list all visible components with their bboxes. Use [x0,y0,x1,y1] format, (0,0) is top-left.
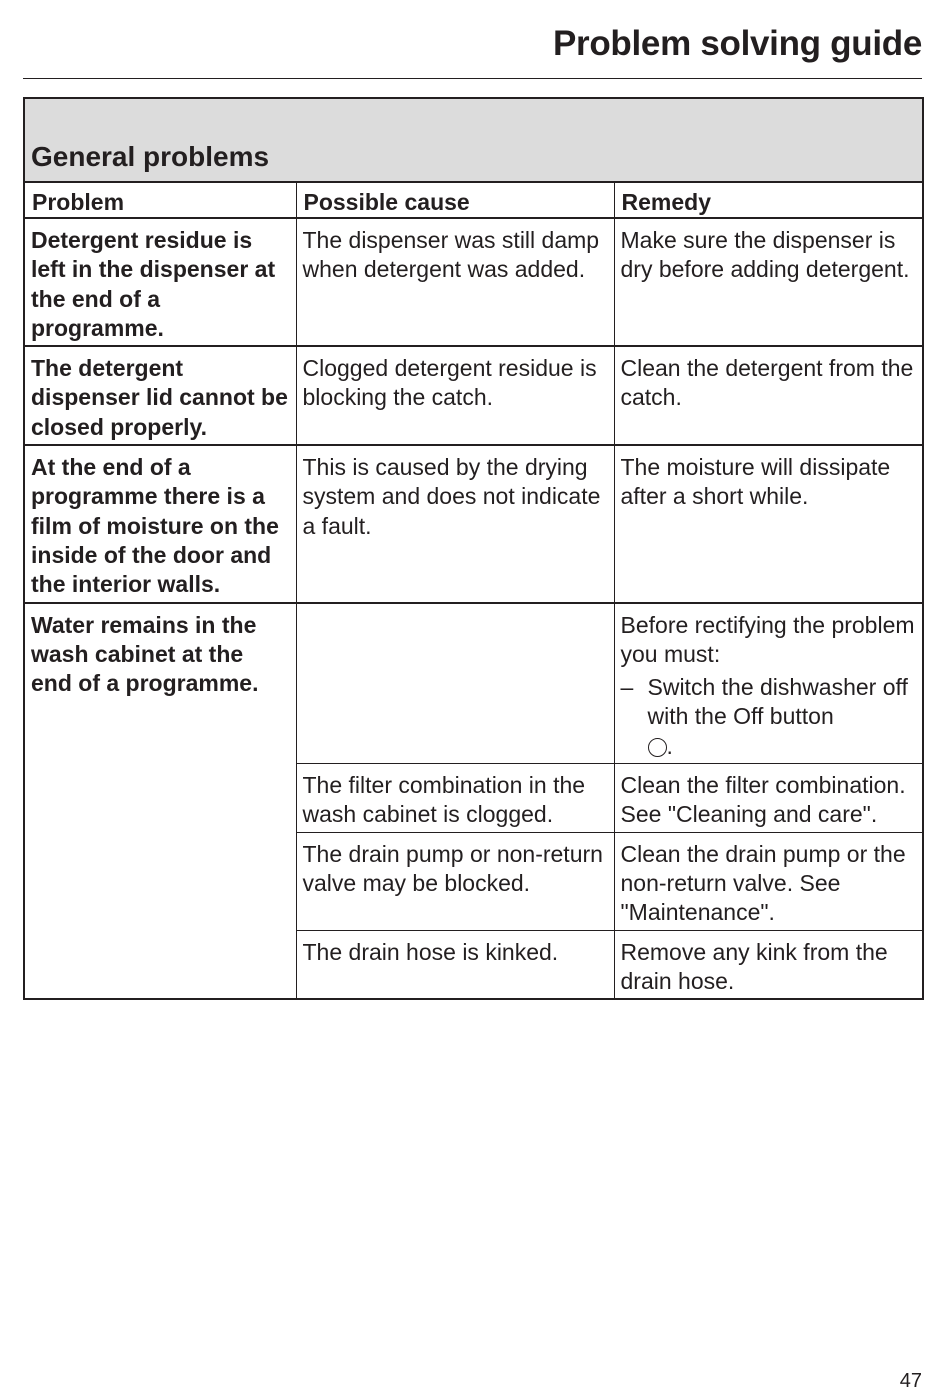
page-title: Problem solving guide [552,24,922,63]
remedy-cell: Clean the detergent from the catch. [614,346,923,445]
remedy-cell: Clean the drain pump or the non-return valve. See "Maintenance". [614,832,923,930]
remedy-cell: Make sure the dispenser is dry before adding detergent. [614,218,923,346]
remedy-intro: Before rectifying the problem you must: [620,611,915,667]
page-number: 47 [899,1370,922,1392]
bullet-end: . [666,732,673,759]
cause-cell: Clogged detergent residue is blocking the catch. [296,346,614,445]
remedy-cell: Remove any kink from the drain hose. [614,930,923,999]
table-row [24,218,923,346]
remedy-cell: The moisture will dissipate after a short while. [614,445,923,602]
remedy-cell: Clean the filter combination. See "Cleaning and care". [614,764,923,833]
problem-cell: Water remains in the wash cabinet at the end of a programme. [24,603,296,1000]
cause-cell: The drain hose is kinked. [296,930,614,999]
remedy-bullet [621,673,917,761]
problem-cell: At the end of a programme there is a film of moisture on the inside of the door and the interior walls. [24,445,296,602]
column-header-remedy: Remedy [614,182,923,218]
table-row [24,445,923,602]
cause-cell: The filter combination in the wash cabinet is clogged. [296,764,614,833]
bullet-content [648,673,917,761]
section-title: General problems [24,98,923,182]
problem-cell: Detergent residue is left in the dispenser at the end of a programme. [24,218,296,346]
section-header-row [24,98,923,182]
column-header-row [24,182,923,218]
cause-cell: This is caused by the drying system and does not indicate a fault. [296,445,614,602]
column-header-problem: Problem [24,182,296,218]
remedy-cell [614,603,923,764]
bullet-dash: – [620,674,634,701]
problem-cell: The detergent dispenser lid cannot be closed properly. [24,346,296,445]
cause-cell: The drain pump or non-return valve may be blocked. [296,832,614,930]
column-header-cause: Possible cause [296,182,614,218]
problem-table [23,97,924,1000]
cause-cell [296,603,614,764]
cause-cell: The dispenser was still damp when detergent was added. [296,218,614,346]
bullet-text: Switch the dishwasher off with the Off button [647,674,908,730]
table-row [24,346,923,445]
table-row [24,603,923,764]
page-header [23,22,922,79]
off-button-icon [648,738,667,757]
